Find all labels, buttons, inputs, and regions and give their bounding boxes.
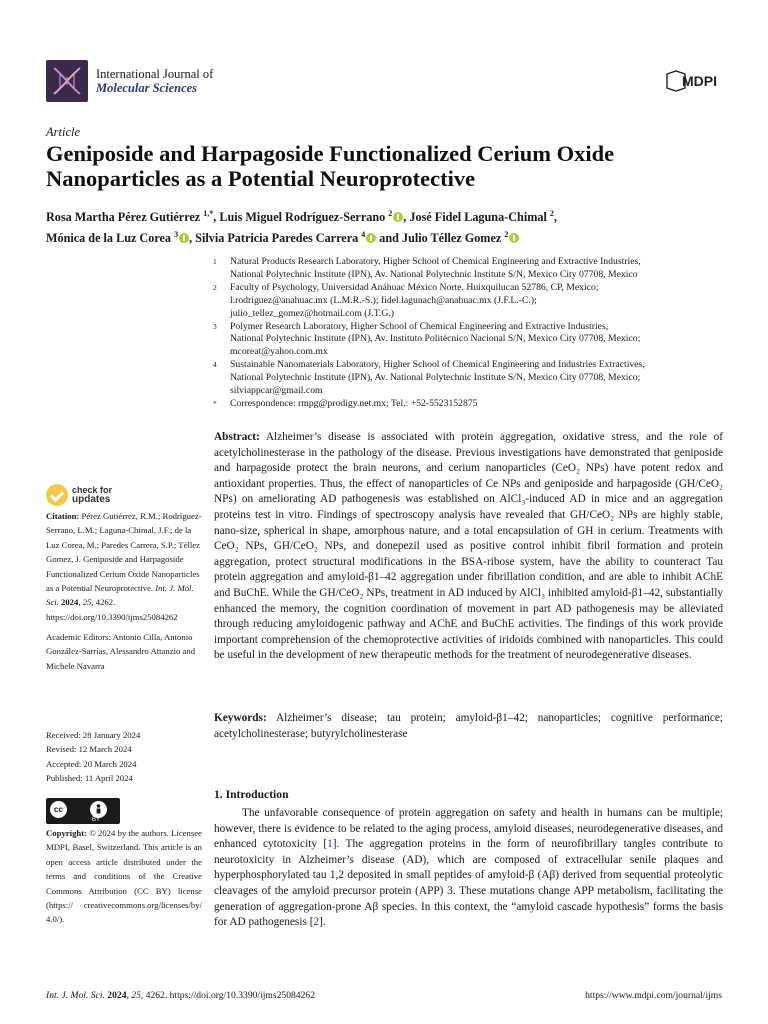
- orcid-icon[interactable]: [366, 233, 376, 243]
- author[interactable]: [409, 210, 554, 224]
- affiliation-number: 4: [213, 360, 217, 370]
- author[interactable]: [379, 231, 519, 245]
- orcid-icon[interactable]: [393, 212, 403, 222]
- author-name[interactable]: José Fidel Laguna-Chimal: [409, 210, 550, 225]
- author-list: Rosa Martha Pérez Gutiérrez $^{1,*}$, Luis Miguel Rodríguez-Serrano $^2$ , José Fidel Laguna-Chimal $^2$, Mónica de la Luz Corea $^3$ , Silvia Patricia Paredes Carrera $^4$ and Julio Téllez Gomez $^2$: [46, 209, 557, 246]
- abstract: [214, 430, 723, 664]
- citation-volume: 25: [82, 597, 92, 608]
- author-name[interactable]: Mónica de la Luz Corea: [46, 231, 175, 246]
- affiliation-number: 3: [213, 321, 217, 331]
- journal-name: [96, 67, 213, 95]
- author[interactable]: [46, 210, 213, 224]
- copyright-block: [46, 826, 202, 927]
- affiliation-text: Natural Products Research Laboratory, Higher School of Chemical Engineering and Extractive Industries, National Polytechnic Institute (IPN), Av. National Polytechnic Institute S/N, Mexico City 07708, Mexico: [230, 256, 641, 280]
- author-affiliation-marker: 1,*: [203, 209, 214, 218]
- copyright-text: © 2024 by the authors. Licensee MDPI, Basel, Switzerland. This article is an open access article distributed under the terms and conditions of the Creative Commons Attribution (CC BY) license (https:// creativecommons.org/licenses/by/ 4.0/).: [46, 828, 202, 925]
- affiliation-item: [213, 321, 728, 360]
- citation-text: Pérez Gutiérrez, R.M.; Rodríguez-Serrano, L.M.; Laguna-Chimal, J.F.; de la Luz Corea, M.; Paredes Carrera, S.P.; Téllez Gomez, J. Geniposide and Harpagoside Functionalized Cerium Oxide Nanoparticles as a Potential Neuroprotective.: [46, 511, 202, 594]
- author[interactable]: [195, 231, 376, 245]
- author-name[interactable]: and Julio Téllez Gomez: [379, 231, 505, 246]
- footer-journal: Int. J. Mol. Sci.: [46, 990, 105, 1001]
- intro-text-2: ]. The aggregation proteins in the form of neurofibrillary tangles contribute to neurotoxicity in Alzheimer’s disease (AD), which are composed of extracellular senile plaques and hyperphosphorylated tau 1,2 deposited in small peptides of amyloid-β (Aβ) derived from sequential proteolytic cleavages of the amyloid precursor protein (APP) 3. These mutations change APP metabolism, facilitating the generation of aggregation-prone Aβ species. In this context, the “amyloid cascade hypothesis” forms the basis for AD pathogenesis [: [214, 838, 723, 929]
- keywords: [214, 711, 723, 742]
- abstract-label: Abstract:: [214, 431, 260, 443]
- affiliation-text: Correspondence: rmpg@prodigy.net.mx; Tel.: +52-5523152875: [230, 397, 478, 409]
- orcid-icon[interactable]: [179, 233, 189, 243]
- affiliation-text: Sustainable Nanomaterials Laboratory, Higher School of Chemical Engineering and Industries Extractives, National Polytechnic Institute (IPN), Av. National Polytechnic Institute S/N, Mexico City 07708, Mexico; silviappcar@gmail.com: [230, 359, 645, 397]
- author[interactable]: [219, 210, 403, 224]
- author-name[interactable]: Luis Miguel Rodríguez-Serrano: [219, 210, 389, 225]
- date-accepted: Accepted: 20 March 2024: [46, 758, 137, 769]
- dna-helix-icon: [46, 60, 88, 102]
- keywords-text: Alzheimer’s disease; tau protein; amyloid-β1–42; nanoparticles; cognitive performance; acetylcholinesterase; butyrylcholinesterase: [214, 712, 723, 740]
- citation-doi[interactable]: , 4262. https://doi.org/10.3390/ijms25084262: [46, 597, 178, 622]
- author-name[interactable]: Rosa Martha Pérez Gutiérrez: [46, 210, 204, 225]
- footer-doi[interactable]: , 4262. https://doi.org/10.3390/ijms25084262: [140, 990, 315, 1001]
- journal-name-line1: International Journal of: [96, 67, 214, 81]
- author[interactable]: [46, 231, 189, 245]
- mdpi-logo: [664, 70, 720, 92]
- reference-link-2[interactable]: 2: [313, 916, 320, 929]
- citation-journal: Int. J. Mol. Sci.: [46, 583, 194, 608]
- footer-volume: 25: [131, 990, 141, 1001]
- affiliations: [213, 256, 728, 411]
- affiliation-item: [213, 282, 728, 321]
- date-received: Received: 28 January 2024: [46, 730, 141, 740]
- abstract-text: Alzheimer’s disease is associated with protein aggregation, oxidative stress, and the role of acetylcholinesterase in the pathology of the disease. Previous investigations have demonstrated that geniposide and harpagoside protect the brain neurons, and cerium nanoparticles (CeO₂ NPs) have potent redox and antioxidant properties. Thus, the effect of nanoparticles of Ce NPs and geniposide and harpagoside (GH/CeO₂ NPs) on ameliorating AD pathogenesis was established on AlCl₃-induced AD in mice and an aggregation proteins test in vitro. Findings of spectroscopy analysis have revealed that GH/CeO₂ NPs are highly stable, nano-size, spherical in shape, amorphous nature, and a total encapsulation of GH in cerium. Treatments with CeO₂ NPs, GH/CeO₂ NPs, and donepezil used as positive control inhibit fibril formation and protein aggregation, protect structural modifications in the BSA-ribose system, have the ability to counteract Tau protein aggregation and amyloid-β1–42 aggregation under fibrillation condition, and are able to inhibit AChE and BuChE. While the GH/CeO₂ NPs, treatment in AD induced by AlCl₃ inhibited amyloid-β1–42, substantially enhanced the memory, the cognition coordination of movement in part AD pathogenesis may be alleviated through reducing amyloidogenic pathway and AChE and BuChE activities. The findings of this work provide important comprehension of the chemoprotective activities of iridoids combined with nanoparticles. This could be useful in the development of new therapeutic methods for the treatment of neurodegenerative diseases.: [214, 431, 723, 662]
- journal-name-line2: Molecular Sciences: [96, 81, 198, 95]
- cc-icon: cc: [50, 801, 67, 818]
- check-for-updates-line1: check for: [72, 485, 113, 495]
- article-type: Article: [46, 125, 81, 139]
- journal-logo: [46, 60, 88, 102]
- affiliation-number: 1: [213, 257, 217, 266]
- footer-year: 2024: [107, 990, 127, 1001]
- affiliation-number: *: [213, 398, 217, 408]
- author-affiliation-marker: 3: [174, 230, 179, 240]
- reference-link-1[interactable]: 1: [327, 838, 333, 851]
- affiliation-text: Faculty of Psychology, Universidad Anáhuac México Norte, Huixquilucan 52786, CP, Mexico; l.rodriguez@anahuac.mx (L.M.R.-S.); fidel.lagunach@anahuac.mx (J.F.L.-C.); julio_tellez_gomez@hotmail.com (J.T.G.): [230, 281, 599, 319]
- author-affiliation-marker: 4: [361, 230, 366, 240]
- article-title: Geniposide and Harpagoside Functionalized Cerium Oxide Nanoparticles as a Potential Neuroprotective: [46, 141, 615, 191]
- intro-text-1: The unfavorable consequence of protein aggregation on safety and health in humans can be multiple; however, there is evidence to be related to the aging process, amyloid diseases, neurodegenerative diseases, and enhanced cytotoxicity [: [214, 807, 723, 851]
- cc-license-badge[interactable]: [46, 798, 120, 824]
- date-revised: Revised: 12 March 2024: [46, 744, 132, 755]
- affiliation-item: [213, 256, 728, 282]
- copyright-label: Copyright:: [46, 828, 88, 838]
- by-person-icon: [90, 801, 107, 818]
- affiliation-number: 2: [213, 282, 217, 292]
- author-affiliation-marker: 2: [549, 209, 554, 218]
- page-footer: [46, 990, 722, 1001]
- introduction-paragraph: [214, 806, 723, 931]
- mdpi-logo-text: MDPI: [682, 73, 717, 89]
- check-for-updates-icon[interactable]: [46, 484, 68, 506]
- author-affiliation-marker: 2: [388, 209, 393, 218]
- author-name[interactable]: Silvia Patricia Paredes Carrera: [195, 231, 362, 246]
- check-for-updates-line2: updates: [72, 494, 111, 505]
- intro-text-3: ].: [319, 916, 326, 929]
- footer-journal-url[interactable]: https://www.mdpi.com/journal/ijms: [585, 990, 722, 1001]
- section-heading-introduction: 1. Introduction: [214, 788, 289, 801]
- academic-editors: Academic Editors: Antonio Cilla, Antonio González-Sarrías, Alessandro Attanzio and Michele Navarra: [46, 632, 196, 671]
- keywords-label: Keywords:: [214, 712, 267, 724]
- footer-citation: Int. J. Mol. Sci. 2024, 25, 4262. https://doi.org/10.3390/ijms25084262: [46, 990, 315, 1001]
- check-for-updates-button[interactable]: [72, 485, 112, 505]
- citation-block: Citation: Pérez Gutiérrez, R.M.; Rodríguez-Serrano, L.M.; Laguna-Chimal, J.F.; de la Luz Corea, M.; Paredes Carrera, S.P.; Téllez Gomez, J. Geniposide and Harpagoside Functionalized Cerium Oxide Nanoparticles as a Potential Neuroprotective. Int. J. Mol. Sci. 2024, 25, 4262. https://doi.org/10.3390/ijms25084262: [46, 511, 202, 622]
- cc-by-text: BY: [92, 817, 101, 823]
- citation-year: 2024: [60, 597, 79, 608]
- date-published: Published: 11 April 2024: [46, 773, 133, 784]
- affiliation-text: Polymer Research Laboratory, Higher School of Chemical Engineering and Extractive Industries, National Polytechnic Institute (IPN), Av. Instituto Politécnico Nacional S/N, Mexico City 07708, Mexico; mcoreat@yahoo.com.mx: [230, 320, 641, 358]
- affiliation-item: [213, 398, 728, 411]
- citation-label: Citation:: [46, 511, 80, 521]
- orcid-icon[interactable]: [509, 233, 519, 243]
- author-affiliation-marker: 2: [504, 230, 509, 240]
- affiliation-item: [213, 359, 728, 398]
- publication-dates: [46, 728, 202, 786]
